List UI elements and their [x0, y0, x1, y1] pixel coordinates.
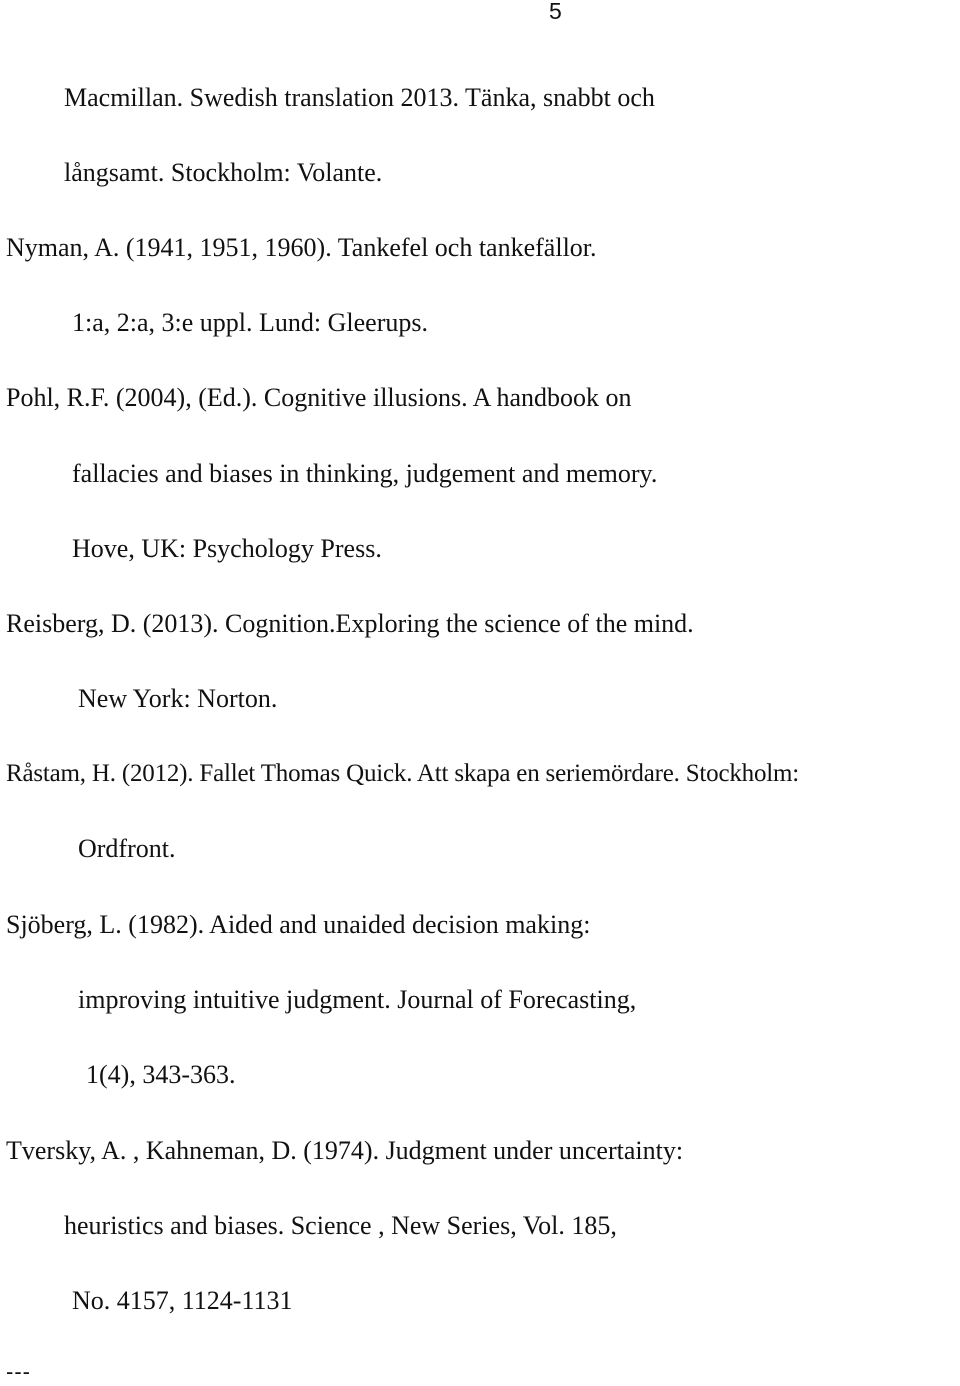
reference-line: 1(4), 343-363. [86, 1060, 236, 1089]
reference-line: Reisberg, D. (2013). Cognition.Exploring the science of the mind. [6, 609, 694, 638]
reference-line: No. 4157, 1124-1131 [72, 1286, 293, 1315]
reference-line: New York: Norton. [78, 684, 278, 713]
reference-line: fallacies and biases in thinking, judgement and memory. [72, 459, 658, 488]
reference-line: Sjöberg, L. (1982). Aided and unaided decision making: [6, 910, 591, 939]
reference-line: Ordfront. [78, 834, 176, 863]
reference-line: improving intuitive judgment. Journal of Forecasting, [78, 985, 637, 1014]
reference-line: Hove, UK: Psychology Press. [72, 534, 382, 563]
reference-line: Pohl, R.F. (2004), (Ed.). Cognitive illusions. A handbook on [6, 383, 632, 412]
reference-line: heuristics and biases. Science , New Series, Vol. 185, [64, 1211, 617, 1240]
footer-mark: --- [6, 1359, 31, 1384]
reference-line: långsamt. Stockholm: Volante. [64, 158, 383, 187]
reference-line: Macmillan. Swedish translation 2013. Tänka, snabbt och [64, 83, 655, 112]
reference-line: Råstam, H. (2012). Fallet Thomas Quick. Att skapa en seriemördare. Stockholm: [6, 760, 800, 787]
reference-line: Tversky, A. , Kahneman, D. (1974). Judgment under uncertainty: [6, 1136, 684, 1165]
page-number: 5 [549, 0, 562, 24]
reference-line: 1:a, 2:a, 3:e uppl. Lund: Gleerups. [72, 308, 428, 337]
reference-line: Nyman, A. (1941, 1951, 1960). Tankefel och tankefällor. [6, 233, 597, 262]
